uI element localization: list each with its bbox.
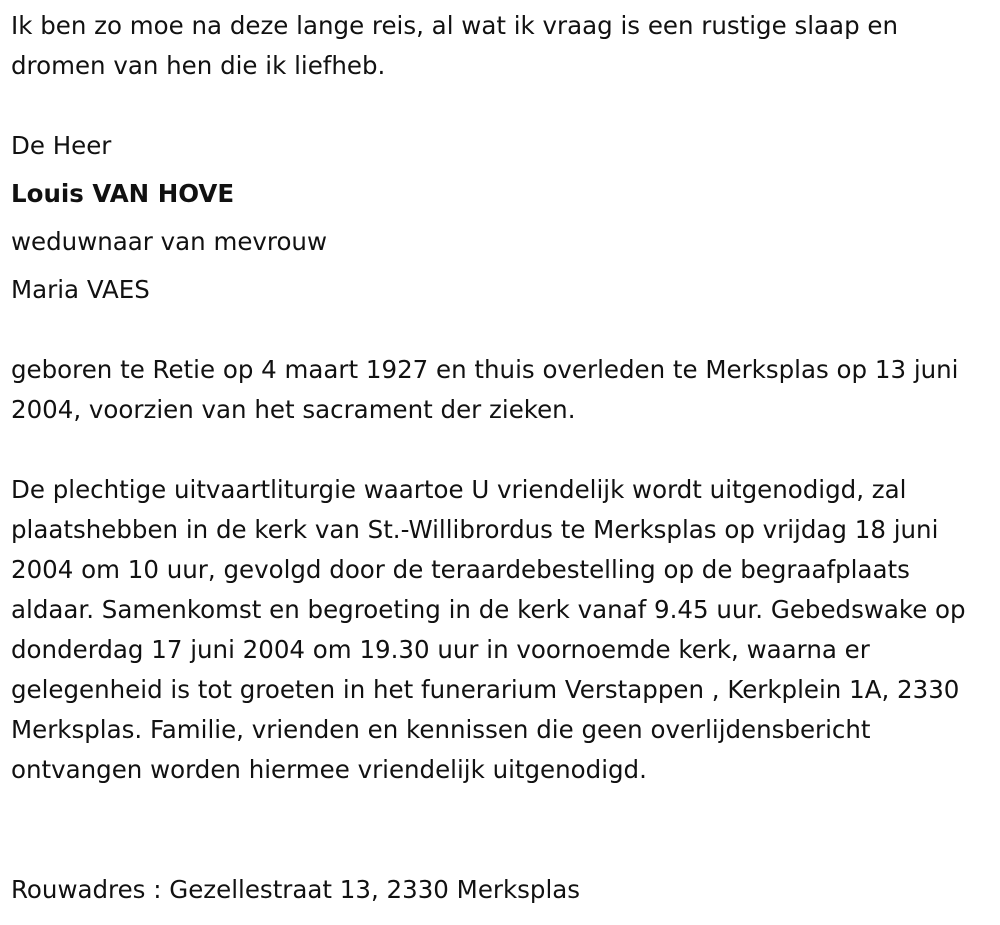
mourning-address: Rouwadres : Gezellestraat 13, 2330 Merksplas — [11, 875, 581, 904]
intro-quote: Ik ben zo moe na deze lange reis, al wat ik vraag is een rustige slaap en dromen van hen die ik liefheb. — [11, 11, 899, 80]
widower-of-label: weduwnaar van mevrouw — [11, 227, 327, 256]
birth-death-paragraph: geboren te Retie op 4 maart 1927 en thuis overleden te Merksplas op 13 juni 2004, voorzien van het sacrament der zieken. — [11, 355, 959, 424]
deceased-name: Louis VAN HOVE — [11, 179, 235, 208]
spouse-name: Maria VAES — [11, 275, 150, 304]
ceremony-paragraph: De plechtige uitvaartliturgie waartoe U vriendelijk wordt uitgenodigd, zal plaatshebben in de kerk van St.-Willibrordus te Merksplas op vrijdag 18 juni 2004 om 10 uur, gevolgd door de teraardebestelling op de begraafplaats aldaar. Samenkomst en begroeting in de kerk vanaf 9.45 uur. Gebedswake op donderdag 17 juni 2004 om 19.30 uur in voornoemde kerk, waarna er gelegenheid is tot groeten in het funerarium Verstappen , Kerkplein 1A, 2330 Merksplas. Familie, vrienden en kennissen die geen overlijdensbericht ontvangen worden hiermee vriendelijk uitgenodigd. — [11, 475, 966, 784]
honorific-title: De Heer — [11, 131, 112, 160]
